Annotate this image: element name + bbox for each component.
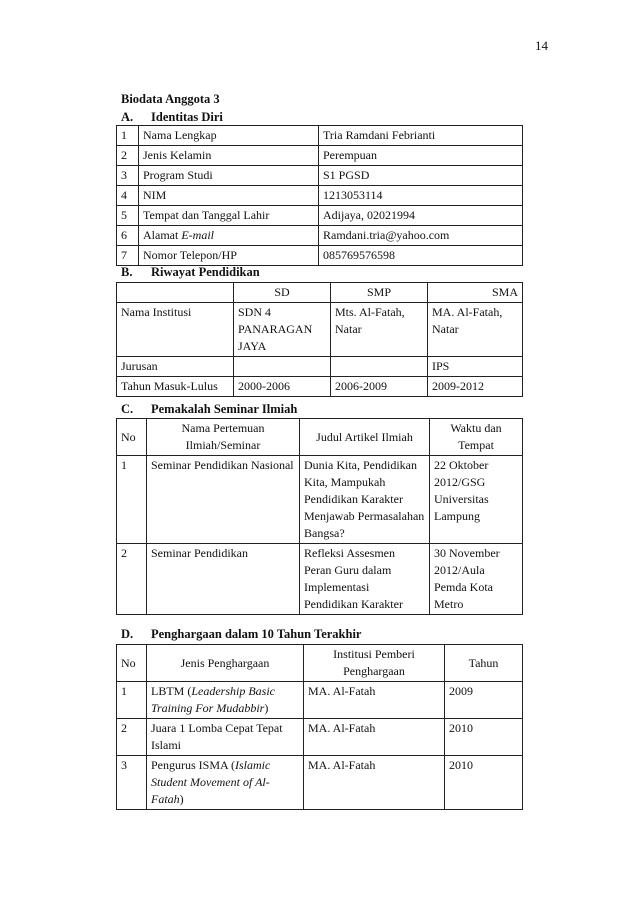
award-name — [147, 756, 304, 810]
table-row — [117, 756, 523, 810]
row-number: 1 — [117, 456, 147, 544]
table-row — [117, 166, 523, 186]
table-row — [117, 246, 523, 266]
row-number: 7 — [117, 246, 139, 266]
section-d-heading — [121, 627, 361, 642]
table-row — [117, 377, 523, 397]
identity-label: Jenis Kelamin — [139, 146, 319, 166]
identity-label: Nomor Telepon/HP — [139, 246, 319, 266]
section-c-title: Pemakalah Seminar Ilmiah — [151, 402, 298, 416]
row-number: 2 — [117, 719, 147, 756]
article-title: Dunia Kita, Pendidikan Kita, Mampukah Pendidikan Karakter Menjawab Permasalahan Bangsa? — [300, 456, 430, 544]
table-row — [117, 544, 523, 615]
table-header-row — [117, 283, 523, 303]
header-cell: No — [117, 645, 147, 682]
header-cell: SMP — [331, 283, 428, 303]
award-prefix: LBTM ( — [151, 684, 192, 698]
header-cell: SMA — [428, 283, 523, 303]
row-number: 2 — [117, 146, 139, 166]
row-number: 5 — [117, 206, 139, 226]
identity-value: 085769576598 — [319, 246, 523, 266]
identity-value: Adijaya, 02021994 — [319, 206, 523, 226]
header-cell: Waktu dan Tempat — [430, 419, 523, 456]
section-b-letter: B. — [121, 265, 133, 279]
table-header-row — [117, 419, 523, 456]
time-place: 22 Oktober 2012/GSG Universitas Lampung — [430, 456, 523, 544]
table-row — [117, 206, 523, 226]
identity-table — [116, 125, 523, 266]
table-row — [117, 146, 523, 166]
section-c-heading — [121, 402, 297, 417]
header-cell: Tahun — [445, 645, 523, 682]
header-cell: Nama Pertemuan Ilmiah/Seminar — [147, 419, 300, 456]
cell-sma: 2009-2012 — [428, 377, 523, 397]
header-cell: Institusi Pemberi Penghargaan — [304, 645, 445, 682]
award-institution: MA. Al-Fatah — [304, 756, 445, 810]
identity-label: Tempat dan Tanggal Lahir — [139, 206, 319, 226]
seminar-table — [116, 418, 523, 615]
table-row — [117, 186, 523, 206]
education-table — [116, 282, 523, 397]
identity-label: NIM — [139, 186, 319, 206]
label-italic: E-mail — [181, 228, 214, 242]
header-cell — [117, 283, 234, 303]
header-cell: Jenis Penghargaan — [147, 645, 304, 682]
identity-value: Ramdani.tria@yahoo.com — [319, 226, 523, 246]
header-cell: No — [117, 419, 147, 456]
row-label: Tahun Masuk-Lulus — [117, 377, 234, 397]
row-label: Nama Institusi — [117, 303, 234, 357]
identity-value: S1 PGSD — [319, 166, 523, 186]
section-d-title: Penghargaan dalam 10 Tahun Terakhir — [151, 627, 362, 641]
seminar-event: Seminar Pendidikan Nasional — [147, 456, 300, 544]
section-a-title: Identitas Diri — [151, 110, 223, 124]
table-row — [117, 357, 523, 377]
table-row — [117, 719, 523, 756]
cell-sd: 2000-2006 — [234, 377, 331, 397]
table-row — [117, 303, 523, 357]
table-row — [117, 126, 523, 146]
award-suffix: ) — [179, 792, 184, 806]
table-row — [117, 226, 523, 246]
row-number: 3 — [117, 756, 147, 810]
award-name — [147, 682, 304, 719]
section-c-letter: C. — [121, 402, 134, 416]
award-table — [116, 644, 523, 810]
section-a-letter: A. — [121, 110, 134, 124]
award-year: 2010 — [445, 719, 523, 756]
section-b-heading — [121, 265, 260, 280]
row-number: 4 — [117, 186, 139, 206]
award-name — [147, 719, 304, 756]
row-number: 1 — [117, 682, 147, 719]
row-number: 1 — [117, 126, 139, 146]
row-label: Jurusan — [117, 357, 234, 377]
seminar-event: Seminar Pendidikan — [147, 544, 300, 615]
row-number: 6 — [117, 226, 139, 246]
table-row — [117, 456, 523, 544]
identity-label — [139, 226, 319, 246]
award-prefix: Juara 1 Lomba Cepat Tepat Islami — [151, 721, 283, 752]
label-prefix: Alamat — [143, 228, 182, 242]
award-suffix: ) — [264, 701, 269, 715]
identity-value: Tria Ramdani Febrianti — [319, 126, 523, 146]
page-number: 14 — [535, 38, 548, 53]
article-title: Refleksi Assesmen Peran Guru dalam Implementasi Pendidikan Karakter — [300, 544, 430, 615]
cell-sma: IPS — [428, 357, 523, 377]
time-place: 30 November 2012/Aula Pemda Kota Metro — [430, 544, 523, 615]
award-institution: MA. Al-Fatah — [304, 682, 445, 719]
identity-value: Perempuan — [319, 146, 523, 166]
identity-label: Nama Lengkap — [139, 126, 319, 146]
header-cell: SD — [234, 283, 331, 303]
section-b-title: Riwayat Pendidikan — [151, 265, 260, 279]
award-institution: MA. Al-Fatah — [304, 719, 445, 756]
cell-sd — [234, 357, 331, 377]
cell-sd: SDN 4 PANARAGAN JAYA — [234, 303, 331, 357]
table-row — [117, 682, 523, 719]
identity-value: 1213053114 — [319, 186, 523, 206]
cell-sma: MA. Al-Fatah, Natar — [428, 303, 523, 357]
identity-label: Program Studi — [139, 166, 319, 186]
section-d-letter: D. — [121, 627, 134, 641]
biodata-title: Biodata Anggota 3 — [121, 92, 220, 106]
table-header-row — [117, 645, 523, 682]
cell-smp: 2006-2009 — [331, 377, 428, 397]
award-year: 2009 — [445, 682, 523, 719]
award-italic: Leadership Basic Training For Mudabbir — [151, 684, 276, 715]
header-cell: Judul Artikel Ilmiah — [300, 419, 430, 456]
award-prefix: Pengurus ISMA ( — [151, 758, 236, 772]
award-year: 2010 — [445, 756, 523, 810]
section-a-heading — [121, 110, 223, 125]
cell-smp — [331, 357, 428, 377]
row-number: 3 — [117, 166, 139, 186]
cell-smp: Mts. Al-Fatah, Natar — [331, 303, 428, 357]
row-number: 2 — [117, 544, 147, 615]
award-italic: Islamic Student Movement of Al-Fatah — [151, 758, 271, 806]
